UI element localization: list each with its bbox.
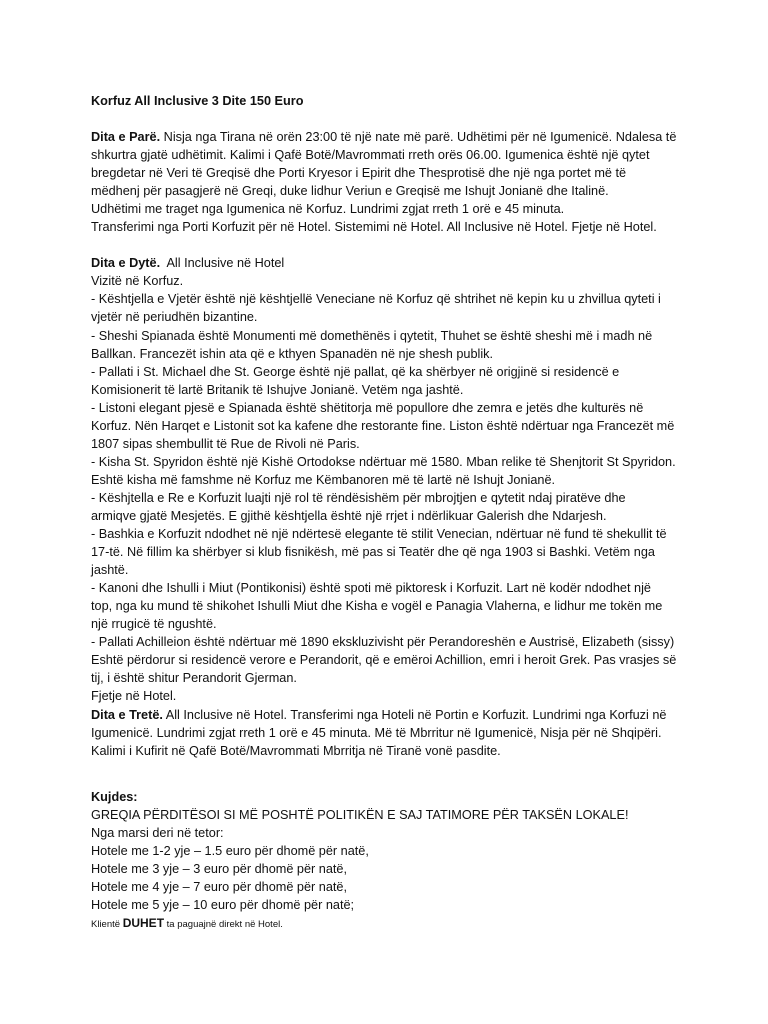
day2-line: - Pallati Achilleion është ndërtuar më 1890 ekskluzivisht për Perandoreshën e Austrisë, Elizabeth (sissy): [91, 635, 675, 650]
kujdes-line: Hotele me 1-2 yje – 1.5 euro për dhomë për natë,: [91, 844, 369, 859]
kujdes-section: [91, 788, 681, 934]
day1-line: Nisja nga Tirana në orën 23:00 të një nate më parë. Udhëtimi për në Igumenicë. Ndalesa të: [160, 130, 677, 145]
day2-line: - Kisha St. Spyridon është një Kishë Ortodokse ndërtuar më 1580. Mban relike të Shenjtorit St Spyridon.: [91, 454, 676, 469]
day2-line: - Kështjella e Vjetër është një kështjellë Veneciane në Korfuz që shtrihet në kepin ku u zhvillua qyteti i: [91, 292, 661, 307]
day2-line: një rrugicë të ngushtë.: [91, 617, 217, 632]
day1-line: bregdetar në Veri të Greqisë dhe Porti Kryesor i Epirit dhe Thesprotisë dhe një nga portet më të: [91, 166, 627, 181]
day2-line: Korfuz. Nën Harqet e Listonit sot ka kafene dhe restorante fine. Liston është ndërtuar nga Francezët më: [91, 418, 675, 433]
day2-line: Eshtë përdorur si residencë verore e Perandorit, që e emëroi Achillion, emri i heroit Grek. Pas vrasjes së: [91, 653, 677, 668]
day2-line: - Sheshi Spianada është Monumenti më domethënës i qytetit, Thuhet se është sheshi më i madh në: [91, 328, 653, 343]
day2-line: Fjetje në Hotel.: [91, 689, 177, 704]
day2-line: vjetër në periudhën bizantine.: [91, 310, 258, 325]
day1-line: shkurtra gjatë udhëtimit. Kalimi i Qafë Botë/Mavrommati rreth orës 06.00. Igumenica është një qytet: [91, 148, 650, 163]
document-title: Korfuz All Inclusive 3 Dite 150 Euro: [91, 94, 304, 108]
document-body: [91, 92, 681, 760]
day3-line: Kalimi i Kufirit në Qafë Botë/Mavrommati Mbrritja në Tiranë vonë pasdite.: [91, 743, 501, 758]
kujdes-note: [91, 914, 681, 934]
day2-line: - Listoni elegant pjesë e Spianada është shëtitorja më popullore dhe zemra e jetës dhe kulturës në: [91, 400, 644, 415]
day1-line: Udhëtimi me traget nga Igumenica në Korfuz. Lundrimi zgjat rreth 1 orë e 45 minuta.: [91, 202, 565, 217]
day1-line: Transferimi nga Porti Korfuzit për në Hotel. Sistemimi në Hotel. All Inclusive në Hotel. Fjetje në Hotel.: [91, 220, 657, 235]
day2-line: Komisionerit të lartë Britanik të Ishujve Jonianë. Vetëm nga jashtë.: [91, 382, 464, 397]
day1-heading: Dita e Parë.: [91, 130, 161, 145]
day2-line: - Kanoni dhe Ishulli i Miut (Pontikonisi) është spoti më piktoresk i Korfuzit. Lart në kodër ndodhet një: [91, 581, 651, 596]
day2-line: - Pallati i St. Michael dhe St. George është një pallat, që ka shërbyer në origjinë si residencë e: [91, 364, 620, 379]
kujdes-line: Nga marsi deri në tetor:: [91, 826, 224, 841]
day2-line: jashtë.: [91, 563, 129, 578]
day2-line: top, nga ku mund të shikohet Ishulli Miut dhe Kisha e vogël e Panagia Vlaherna, e lidhur me tokën me: [91, 599, 663, 614]
kujdes-line: Hotele me 3 yje – 3 euro për dhomë për natë,: [91, 862, 348, 877]
note-pre: Klientë: [91, 919, 123, 931]
day2-section: [91, 254, 681, 705]
kujdes-line: GREQIA PËRDITËSOI SI MË POSHTË POLITIKËN E SAJ TATIMORE PËR TAKSËN LOKALE!: [91, 808, 629, 823]
day2-line: Eshtë kisha më famshme në Korfuz me Këmbanoren më të lartë në Ishujt Jonianë.: [91, 472, 556, 487]
day2-line: 17-të. Në fillim ka shërbyer si klub fisnikësh, më pas si Teatër dhe që nga 1903 si Bashki. Vetëm nga: [91, 545, 655, 560]
kujdes-line: Hotele me 5 yje – 10 euro për dhomë për natë;: [91, 898, 355, 913]
day2-line: 1807 sipas shembullit të Rue de Rivoli në Paris.: [91, 436, 360, 451]
day2-line: Vizitë në Korfuz.: [91, 274, 184, 289]
note-post: ta paguajnë direkt në Hotel.: [164, 919, 283, 931]
kujdes-line: Hotele me 4 yje – 7 euro për dhomë për natë,: [91, 880, 348, 895]
kujdes-heading: Kujdes:: [91, 790, 138, 804]
day2-line: armiqve gjatë Mesjetës. E gjithë kështjella është një rrjet i ndërlikuar Galerish dhe Ndarjesh.: [91, 508, 607, 523]
day1-section: [91, 128, 681, 236]
day3-line: Igumenicë. Lundrimi zgjat rreth 1 orë e 45 minuta. Më të Mbrritur në Igumenicë, Nisja për në Shqipëri.: [91, 725, 662, 740]
note-bold: DUHET: [122, 916, 165, 931]
day3-section: [91, 706, 681, 760]
day2-line: - Këshjtella e Re e Korfuzit luajti një rol të rëndësishëm për mbrojtjen e qytetit ndaj piratëve dhe: [91, 490, 626, 505]
day2-heading-rest: All Inclusive në Hotel: [160, 256, 285, 271]
day2-line: Ballkan. Francezët ishin ata që e kthyen Spanadën në nje shesh publik.: [91, 346, 494, 361]
day2-heading: Dita e Dytë.: [91, 256, 161, 271]
day1-line: mëdhenj për pasagjerë në Greqi, duke lidhur Veriun e Greqisë me Ishujt Jonianë dhe Italinë.: [91, 184, 609, 199]
day2-line: tij, i është shitur Perandorit Gjerman.: [91, 671, 297, 686]
spacer: [91, 236, 681, 254]
day3-line: All Inclusive në Hotel. Transferimi nga Hoteli në Portin e Korfuzit. Lundrimi nga Korfuzi në: [162, 707, 667, 722]
day2-line: - Bashkia e Korfuzit ndodhet në një ndërtesë elegante të stilit Venecian, ndërtuar në fund të shekullit të: [91, 527, 667, 542]
day3-heading: Dita e Tretë.: [91, 707, 163, 722]
